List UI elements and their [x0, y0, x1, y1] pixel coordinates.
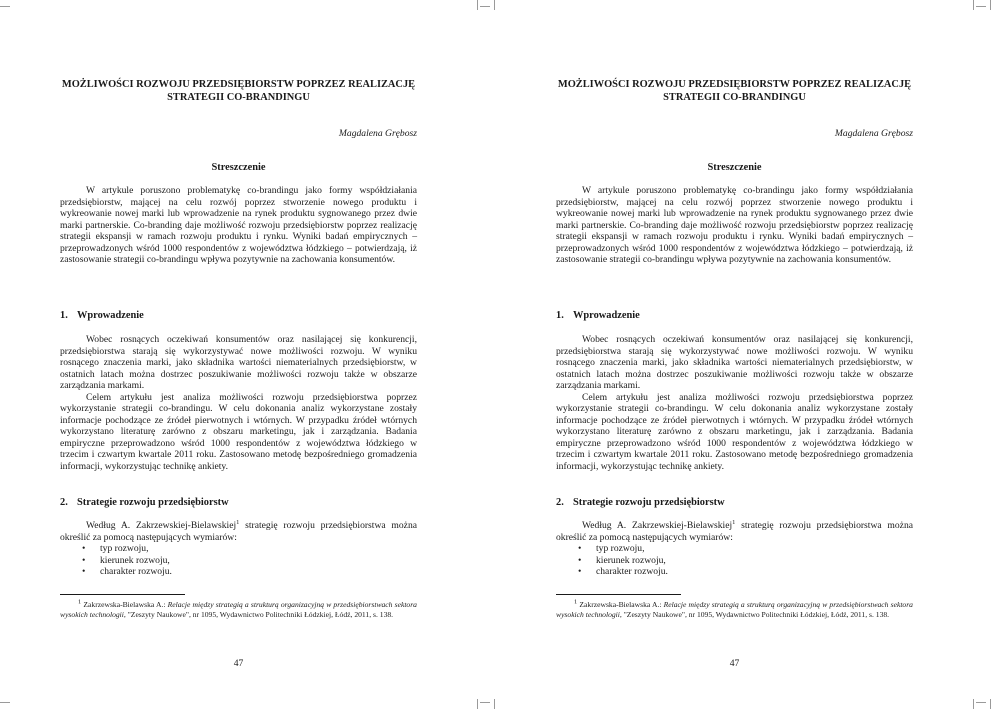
page-number: 47: [729, 658, 740, 669]
abstract-heading: Streszczenie: [707, 162, 762, 173]
section-title: Strategie rozwoju przedsiębiorstw: [77, 497, 229, 508]
footnote-number: 1: [574, 598, 578, 606]
bullet-icon: •: [82, 543, 86, 554]
right-page: [496, 0, 992, 709]
section-number: 2.: [556, 497, 564, 508]
bullet-icon: •: [578, 543, 582, 554]
section-heading-introduction: [556, 310, 913, 322]
introduction-body: [60, 334, 417, 472]
list-item: [556, 566, 913, 578]
list-item-text: typ rozwoju,: [596, 543, 645, 554]
footnote: [556, 600, 913, 620]
list-item-text: charakter rozwoju.: [596, 566, 668, 577]
abstract-text: W artykule poruszono problematykę co-brandingu jako formy współdziałania przedsiębiorstw, mającej na celu rozwój poprzez stworzenie nowego produktu i wykreowanie nowej marki lub wprowadzenie na rynek produktu sygnowanego przez dwie marki partnerskie. Co-branding daje możliwość rozwoju przedsiębiorstw poprzez realizację strategii ekspansji w ramach rozwoju produktu i rynku. Wyniki badań empirycznych – przeprowadzonych wśród 1000 respondentów z województwa łódzkiego – potwierdzają, iż zastosowanie strategii co-brandingu wpływa pozytywnie na zachowania konsumentów.: [60, 185, 417, 265]
author-name: Magdalena Grębosz: [338, 128, 417, 139]
footnote-author: Zakrzewska-Bielawska A.:: [579, 600, 664, 609]
paragraph-lead: Według A. Zakrzewskiej-Bielawskiej: [582, 520, 733, 531]
footnote: [60, 600, 417, 620]
section-heading-strategies: [556, 497, 913, 509]
paragraph: Wobec rosnących oczekiwań konsumentów oraz nasilającej się konkurencji, przedsiębiorstwa starają się wykorzystywać nowe możliwości rozwoju. W wyniku rosnącego znaczenia marki, jako składnika wartości niematerialnych przedsiębiorstw, w ostatnich latach można dostrzec poszukiwanie możliwości rozwoju także w obszarze zarządzania markami.: [556, 334, 913, 391]
abstract-text: W artykule poruszono problematykę co-brandingu jako formy współdziałania przedsiębiorstw, mającej na celu rozwój poprzez stworzenie nowego produktu i wykreowanie nowej marki lub wprowadzenie na rynek produktu sygnowanego przez dwie marki partnerskie. Co-branding daje możliwość rozwoju przedsiębiorstw poprzez realizację strategii ekspansji w ramach rozwoju produktu i rynku. Wyniki badań empirycznych – przeprowadzonych wśród 1000 respondentów z województwa łódzkiego – potwierdzają, iż zastosowanie strategii co-brandingu wpływa pozytywnie na zachowania konsumentów.: [556, 185, 913, 265]
footnote-reference: 1: [732, 518, 736, 526]
paragraph: Celem artykułu jest analiza możliwości rozwoju przedsiębiorstwa poprzez wykorzystanie strategii co-brandingu. W celu dokonania analiz wykorzystane zostały informacje pochodzące ze źródeł pierwotnych i wtórnych. W przypadku źródeł wtórnych wykorzystano literaturę zarówno z obszaru marketingu, jak i zarządzania. Badania empiryczne przeprowadzono wśród 1000 respondentów z województwa łódzkiego w trzecim i czwartym kwartale 2011 roku. Zastosowano metodę bezpośredniego gromadzenia informacji, wykorzystując technikę ankiety.: [556, 391, 913, 472]
list-item-text: kierunek rozwoju,: [100, 554, 170, 566]
paragraph: Celem artykułu jest analiza możliwości rozwoju przedsiębiorstwa poprzez wykorzystanie strategii co-brandingu. W celu dokonania analiz wykorzystane zostały informacje pochodzące ze źródeł pierwotnych i wtórnych. W przypadku źródeł wtórnych wykorzystano literaturę zarówno z obszaru marketingu, jak i zarządzania. Badania empiryczne przeprowadzono wśród 1000 respondentów z województwa łódzkiego w trzecim i czwartym kwartale 2011 roku. Zastosowano metodę bezpośredniego gromadzenia informacji, wykorzystując technikę ankiety.: [60, 391, 417, 472]
list-item-text: charakter rozwoju.: [100, 566, 172, 577]
list-item: [60, 555, 417, 567]
author-name: Magdalena Grębosz: [834, 128, 913, 139]
footnote-title: Relacje między strategią a strukturą organizacyjną w przedsiębiorstwach sektora wysokich technologii: [556, 600, 913, 619]
footnote-rest: , "Zeszyty Naukowe", nr 1095, Wydawnictwo Politechniki Łódzkiej, Łódź, 2011, s. 138.: [123, 610, 394, 619]
strategies-body: [60, 520, 417, 578]
footnote-divider: [60, 594, 185, 595]
list-item-text: kierunek rozwoju,: [596, 554, 666, 566]
article-title: MOŻLIWOŚCI ROZWOJU PRZEDSIĘBIORSTW POPRZEZ REALIZACJĘ STRATEGII CO-BRANDINGU: [61, 79, 416, 103]
footnote-number: 1: [78, 598, 82, 606]
page-number: 47: [233, 658, 244, 669]
paragraph-lead: Według A. Zakrzewskiej-Bielawskiej: [86, 520, 237, 531]
paragraph: Wobec rosnących oczekiwań konsumentów oraz nasilającej się konkurencji, przedsiębiorstwa starają się wykorzystywać nowe możliwości rozwoju. W wyniku rosnącego znaczenia marki, jako składnika wartości niematerialnych przedsiębiorstw, w ostatnich latach można dostrzec poszukiwanie możliwości rozwoju także w obszarze zarządzania markami.: [60, 334, 417, 391]
abstract-heading: Streszczenie: [211, 162, 266, 173]
introduction-body: [556, 334, 913, 472]
paragraph: [556, 520, 913, 543]
bullet-icon: •: [82, 554, 86, 566]
dimensions-list: [60, 543, 417, 578]
strategies-body: [556, 520, 913, 578]
dimensions-list: [556, 543, 913, 578]
bullet-icon: •: [578, 554, 582, 566]
section-title: Wprowadzenie: [573, 310, 640, 321]
article-title: MOŻLIWOŚCI ROZWOJU PRZEDSIĘBIORSTW POPRZEZ REALIZACJĘ STRATEGII CO-BRANDINGU: [557, 79, 912, 103]
section-heading-introduction: [60, 310, 417, 322]
footnote-divider: [556, 594, 681, 595]
paragraph-rest: strategię rozwoju przedsiębiorstwa można określić za pomocą następujących wymiarów:: [60, 520, 417, 543]
list-item: [60, 566, 417, 578]
paragraph: [60, 520, 417, 543]
footnote-title: Relacje między strategią a strukturą organizacyjną w przedsiębiorstwach sektora wysokich technologii: [60, 600, 417, 619]
footnote-reference: 1: [236, 518, 240, 526]
section-number: 1.: [556, 310, 564, 321]
list-item-text: typ rozwoju,: [100, 543, 149, 554]
footnote-rest: , "Zeszyty Naukowe", nr 1095, Wydawnictwo Politechniki Łódzkiej, Łódź, 2011, s. 138.: [619, 610, 890, 619]
section-title: Strategie rozwoju przedsiębiorstw: [573, 497, 725, 508]
bullet-icon: •: [82, 566, 86, 577]
paragraph-rest: strategię rozwoju przedsiębiorstwa można określić za pomocą następujących wymiarów:: [556, 520, 913, 543]
footnote-author: Zakrzewska-Bielawska A.:: [83, 600, 168, 609]
section-number: 1.: [60, 310, 68, 321]
list-item: [60, 543, 417, 555]
section-heading-strategies: [60, 497, 417, 509]
list-item: [556, 543, 913, 555]
section-title: Wprowadzenie: [77, 310, 144, 321]
bullet-icon: •: [578, 566, 582, 577]
section-number: 2.: [60, 497, 68, 508]
list-item: [556, 555, 913, 567]
